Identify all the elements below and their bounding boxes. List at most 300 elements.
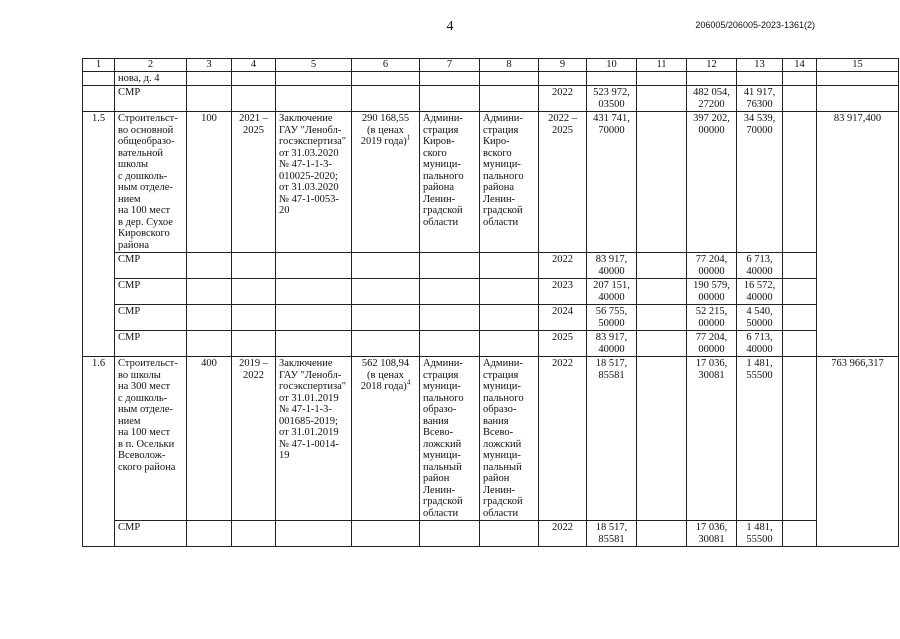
column-header: 6	[352, 59, 420, 72]
cell-line: образо-	[483, 404, 517, 415]
cell-line: области	[423, 507, 459, 519]
cell-line: 30081	[698, 533, 725, 545]
amount-total	[587, 521, 637, 547]
empty-cell	[783, 521, 817, 547]
empty-cell	[420, 305, 480, 331]
cell-line: 2021 –	[239, 113, 268, 124]
cell-line: Всево-	[423, 427, 454, 438]
cell-line: 40000	[598, 343, 625, 355]
year-cell: 2022	[539, 86, 587, 112]
empty-cell	[276, 305, 352, 331]
period	[232, 357, 276, 521]
cell-line: от 31.03.2020	[279, 182, 339, 193]
cell-line: на 100 мест	[118, 205, 171, 216]
cell-line: 2019 –	[239, 358, 268, 369]
empty-cell	[637, 253, 687, 279]
header-row	[83, 59, 899, 72]
column-header: 3	[187, 59, 232, 72]
cell-line: в п. Осельки	[118, 438, 175, 450]
amount-total	[587, 331, 637, 357]
cell-line: нием	[118, 193, 141, 205]
amount-local	[737, 357, 783, 521]
empty-cell	[783, 253, 817, 279]
cell-line: пального	[423, 170, 464, 182]
estimated-cost	[352, 112, 420, 253]
cell-line: района	[423, 182, 455, 193]
page-number: 4	[446, 19, 454, 34]
cell-line: 27200	[698, 98, 725, 110]
cell-line: градской	[423, 205, 463, 216]
smr-row	[83, 86, 899, 112]
cell-line: ГАУ "Ленобл-	[279, 124, 342, 136]
amount-local	[737, 112, 783, 253]
cell-line: страция	[483, 124, 519, 136]
empty-cell	[232, 71, 276, 86]
cell-line: 001685-2019;	[279, 415, 338, 427]
developer	[480, 357, 539, 521]
cell-line: 2025	[552, 124, 573, 136]
cell-line: № 47-1-1-3-	[279, 404, 332, 415]
object-table	[82, 58, 899, 547]
cell-line: Всеволож-	[118, 450, 166, 461]
smr-label: СМР	[115, 331, 187, 357]
column-header: 15	[817, 59, 899, 72]
expertise	[276, 357, 352, 521]
cell-line: пального	[483, 170, 524, 182]
empty-cell	[232, 331, 276, 357]
cell-line: 2025	[243, 124, 264, 136]
cell-line: Админи-	[423, 113, 463, 124]
developer	[480, 112, 539, 253]
empty-cell	[232, 305, 276, 331]
period	[232, 112, 276, 253]
cell-line: 6 713,	[746, 332, 773, 343]
cell-line: 55500	[746, 369, 773, 381]
amount-local	[737, 521, 783, 547]
empty-cell	[352, 305, 420, 331]
empty-cell	[783, 305, 817, 331]
cell-line: Киро-	[483, 136, 510, 147]
empty-cell	[637, 305, 687, 331]
total-amount: 763 966,317	[817, 357, 899, 547]
empty-cell	[187, 253, 232, 279]
cell-line: ГАУ "Ленобл-	[279, 369, 342, 381]
empty-cell	[187, 305, 232, 331]
amount-regional	[687, 112, 737, 253]
amount-local	[737, 253, 783, 279]
cell-line: 00000	[698, 265, 725, 277]
cell-line: пальный	[483, 461, 522, 473]
empty-cell	[420, 86, 480, 112]
empty-cell	[637, 357, 687, 521]
empty-cell	[352, 253, 420, 279]
cell-line: 2022	[552, 358, 573, 369]
empty-cell	[637, 112, 687, 253]
cost-price-year	[355, 133, 416, 148]
empty-cell	[783, 279, 817, 305]
cell-line: 523 972,	[593, 87, 630, 98]
cell-line: № 47-1-0053-20	[279, 193, 339, 216]
cell-line: 40000	[598, 265, 625, 277]
empty-cell	[480, 253, 539, 279]
empty-cell	[352, 521, 420, 547]
empty-cell	[587, 71, 637, 86]
cell-line: вания	[483, 415, 509, 427]
cell-line: 1 481,	[746, 522, 773, 533]
cost-price-year	[355, 378, 416, 393]
column-header: 4	[232, 59, 276, 72]
empty-cell	[480, 331, 539, 357]
cell-line: ского района	[118, 461, 176, 473]
cell-line: Ленин-	[483, 484, 516, 496]
cell-line: 50000	[598, 317, 625, 329]
cell-line: 30081	[698, 369, 725, 381]
cell-line: 207 151,	[593, 280, 630, 291]
expertise	[276, 112, 352, 253]
column-header: 12	[687, 59, 737, 72]
cell-line: 18 517,	[595, 358, 628, 369]
cell-line: ложский	[423, 438, 462, 450]
column-header: 9	[539, 59, 587, 72]
capacity: 100	[187, 112, 232, 253]
cell-line: муници-	[483, 450, 521, 461]
year-cell: 2024	[539, 305, 587, 331]
amount-regional	[687, 331, 737, 357]
cell-line: 40000	[746, 343, 773, 355]
cell-line: район	[483, 473, 510, 484]
cell-line: во основной	[118, 124, 174, 136]
empty-cell	[276, 71, 352, 86]
cell-line: № 47-1-0014-19	[279, 438, 339, 461]
smr-label: СМР	[115, 521, 187, 547]
object-row	[83, 112, 899, 253]
cell-line: школы	[118, 159, 149, 170]
cell-line: муници-	[423, 381, 461, 392]
cell-line: Заключение	[279, 113, 333, 124]
cell-line: Киров-	[423, 136, 455, 147]
smr-row	[83, 305, 899, 331]
amount-local	[737, 279, 783, 305]
cell-line: во школы	[118, 369, 161, 381]
cell-line: 83 917,	[595, 254, 628, 265]
cell-line: Строительст-	[118, 113, 178, 124]
cell-line: 00000	[698, 343, 725, 355]
customer	[420, 112, 480, 253]
estimated-cost	[352, 357, 420, 521]
empty-cell	[480, 71, 539, 86]
cell-line: 397 202,	[693, 113, 730, 124]
cell-line: ложский	[483, 438, 522, 450]
cell-line: Ленин-	[483, 193, 516, 205]
customer	[420, 357, 480, 521]
cost-price-year-text: 2018 года)	[360, 381, 407, 392]
cell-line: вского	[483, 147, 512, 159]
cell-line: 41 917,	[743, 87, 776, 98]
row-number-cell	[83, 86, 115, 112]
column-header: 5	[276, 59, 352, 72]
cell-line: с дошколь-	[118, 170, 168, 182]
empty-cell	[480, 86, 539, 112]
amount-total	[587, 357, 637, 521]
cell-line: район	[423, 473, 450, 484]
empty-cell	[783, 86, 817, 112]
smr-row	[83, 279, 899, 305]
cell-line: 85581	[598, 533, 625, 545]
amount-regional	[687, 253, 737, 279]
column-header: 13	[737, 59, 783, 72]
cell-line: пального	[483, 392, 524, 404]
amount-regional	[687, 305, 737, 331]
row-number: 1.5	[83, 112, 115, 357]
cell-line: 83 917,	[595, 332, 628, 343]
cell-line: Ленин-	[423, 484, 456, 496]
amount-local	[737, 86, 783, 112]
cell-line: (в ценах	[367, 369, 404, 381]
object-name	[115, 112, 187, 253]
cell-line: госэкспертиза"	[279, 381, 347, 392]
cell-line: 17 036,	[695, 522, 728, 533]
cell-line: муници-	[423, 450, 461, 461]
cell-line: на 100 мест	[118, 427, 171, 438]
amount-total	[587, 253, 637, 279]
cell-line: района	[118, 239, 150, 251]
column-header: 14	[783, 59, 817, 72]
cell-line: 010025-2020;	[279, 170, 338, 182]
cell-line: вания	[423, 415, 449, 427]
cell-line: 16 572,	[743, 280, 776, 291]
column-header: 11	[637, 59, 687, 72]
cell-line: страция	[423, 124, 459, 136]
object-name-cell: нова, д. 4	[115, 71, 187, 86]
empty-cell	[817, 86, 899, 112]
cost-price-year-text: 2019 года)	[360, 136, 407, 147]
empty-cell	[352, 331, 420, 357]
cell-line: градской	[483, 205, 523, 216]
amount-local	[737, 305, 783, 331]
empty-cell	[276, 86, 352, 112]
cell-line: с дошколь-	[118, 392, 168, 404]
cell-line: 00000	[698, 124, 725, 136]
row-number-cell	[83, 71, 115, 86]
cell-line: 190 579,	[693, 280, 730, 291]
cell-line: ным отделе-	[118, 404, 173, 415]
empty-cell	[783, 112, 817, 253]
cell-line: области	[483, 216, 519, 228]
cell-line: 290 168,55	[361, 113, 410, 124]
year-cell: 2023	[539, 279, 587, 305]
empty-cell	[232, 521, 276, 547]
row-number: 1.6	[83, 357, 115, 547]
cell-line: страция	[483, 369, 519, 381]
cell-line: вательной	[118, 147, 163, 159]
amount-regional	[687, 357, 737, 521]
empty-cell	[187, 86, 232, 112]
amount-regional	[687, 279, 737, 305]
empty-cell	[783, 357, 817, 521]
cell-line: 431 741,	[593, 113, 630, 124]
empty-cell	[352, 71, 420, 86]
amount-regional	[687, 521, 737, 547]
cell-line: Кировского	[118, 228, 170, 239]
empty-cell	[352, 86, 420, 112]
empty-cell	[276, 331, 352, 357]
column-header: 8	[480, 59, 539, 72]
empty-cell	[276, 253, 352, 279]
cell-line: Админи-	[483, 358, 523, 369]
amount-total	[587, 86, 637, 112]
year-cell: 2022	[539, 253, 587, 279]
total-amount: 83 917,400	[817, 112, 899, 357]
cell-line: 77 204,	[695, 254, 728, 265]
empty-cell	[637, 279, 687, 305]
cell-line: 6 713,	[746, 254, 773, 265]
cell-line: Всево-	[483, 427, 514, 438]
smr-row	[83, 521, 899, 547]
smr-label: СМР	[115, 253, 187, 279]
smr-label: СМР	[115, 86, 187, 112]
column-header: 10	[587, 59, 637, 72]
cell-line: Строительст-	[118, 358, 178, 369]
cell-line: муници-	[483, 381, 521, 392]
cell-line: 1 481,	[746, 358, 773, 369]
empty-cell	[420, 331, 480, 357]
empty-cell	[187, 521, 232, 547]
amount-total	[587, 112, 637, 253]
amount-total	[587, 305, 637, 331]
cell-line: пальный	[423, 461, 462, 473]
empty-cell	[817, 71, 899, 86]
cell-line: 03500	[598, 98, 625, 110]
cell-line: (в ценах	[367, 124, 404, 136]
smr-label: СМР	[115, 279, 187, 305]
empty-cell	[420, 71, 480, 86]
cell-line: № 47-1-1-3-	[279, 159, 332, 170]
empty-cell	[539, 71, 587, 86]
cell-line: Ленин-	[423, 193, 456, 205]
smr-row	[83, 253, 899, 279]
empty-cell	[480, 305, 539, 331]
cell-line: 77 204,	[695, 332, 728, 343]
cell-line: 2022 –	[548, 113, 577, 124]
cell-line: госэкспертиза"	[279, 136, 347, 147]
column-header: 2	[115, 59, 187, 72]
year-cell: 2022	[539, 521, 587, 547]
amount-local	[737, 331, 783, 357]
cell-line: области	[483, 507, 519, 519]
cell-line: 40000	[746, 265, 773, 277]
cell-line: 70000	[598, 124, 625, 136]
empty-cell	[783, 71, 817, 86]
cell-line: 00000	[698, 317, 725, 329]
cell-line: пального	[423, 392, 464, 404]
smr-row	[83, 331, 899, 357]
cell-line: 50000	[746, 317, 773, 329]
cell-line: ным отделе-	[118, 182, 173, 193]
cell-line: на 300 мест	[118, 381, 171, 392]
amount-regional	[687, 86, 737, 112]
empty-cell	[783, 331, 817, 357]
capacity: 400	[187, 357, 232, 521]
empty-cell	[480, 279, 539, 305]
object-name	[115, 357, 187, 521]
empty-cell	[420, 521, 480, 547]
empty-cell	[637, 86, 687, 112]
cell-line: от 31.01.2019	[279, 427, 339, 438]
years	[539, 357, 587, 521]
footnote-mark: 1	[406, 133, 411, 142]
cell-line: от 31.01.2019	[279, 392, 339, 404]
empty-cell	[232, 86, 276, 112]
empty-cell	[232, 279, 276, 305]
document-code: 206005/206005-2023-1361(2)	[695, 20, 815, 30]
empty-cell	[352, 279, 420, 305]
cell-line: 00000	[698, 291, 725, 303]
empty-cell	[637, 521, 687, 547]
empty-cell	[637, 71, 687, 86]
empty-cell	[276, 521, 352, 547]
cell-line: 562 108,94	[361, 358, 410, 369]
cell-line: 34 539,	[743, 113, 776, 124]
empty-cell	[187, 279, 232, 305]
cell-line: 85581	[598, 369, 625, 381]
cell-line: Админи-	[483, 113, 523, 124]
empty-cell	[687, 71, 737, 86]
empty-cell	[637, 331, 687, 357]
cell-line: 56 755,	[595, 306, 628, 317]
cell-line: муници-	[483, 159, 521, 170]
cell-line: страция	[423, 369, 459, 381]
cell-line: ского	[423, 147, 447, 159]
year-cell: 2025	[539, 331, 587, 357]
cell-line: образо-	[423, 404, 457, 415]
table-row	[83, 71, 899, 86]
empty-cell	[480, 521, 539, 547]
years	[539, 112, 587, 253]
cell-line: района	[483, 182, 515, 193]
cell-line: 70000	[746, 124, 773, 136]
cell-line: 55500	[746, 533, 773, 545]
empty-cell	[232, 253, 276, 279]
object-row	[83, 357, 899, 521]
cell-line: муници-	[423, 159, 461, 170]
cell-line: в дер. Сухое	[118, 216, 173, 228]
empty-cell	[737, 71, 783, 86]
cell-line: 76300	[746, 98, 773, 110]
cell-line: общеобразо-	[118, 136, 175, 147]
amount-total	[587, 279, 637, 305]
cell-line: 4 540,	[746, 306, 773, 317]
empty-cell	[420, 279, 480, 305]
column-header: 7	[420, 59, 480, 72]
empty-cell	[276, 279, 352, 305]
cell-line: 17 036,	[695, 358, 728, 369]
cell-line: нием	[118, 415, 141, 427]
cell-line: 18 517,	[595, 522, 628, 533]
cell-line: Заключение	[279, 358, 333, 369]
cell-line: градской	[483, 496, 523, 507]
cell-line: 52 215,	[695, 306, 728, 317]
empty-cell	[187, 331, 232, 357]
cell-line: 40000	[746, 291, 773, 303]
cell-line: 40000	[598, 291, 625, 303]
footnote-mark: 4	[406, 378, 411, 387]
cell-line: 2022	[243, 369, 264, 381]
column-header: 1	[83, 59, 115, 72]
cell-line: 482 054,	[693, 87, 730, 98]
cell-line: градской	[423, 496, 463, 507]
cell-line: области	[423, 216, 459, 228]
cell-line: от 31.03.2020	[279, 147, 339, 159]
